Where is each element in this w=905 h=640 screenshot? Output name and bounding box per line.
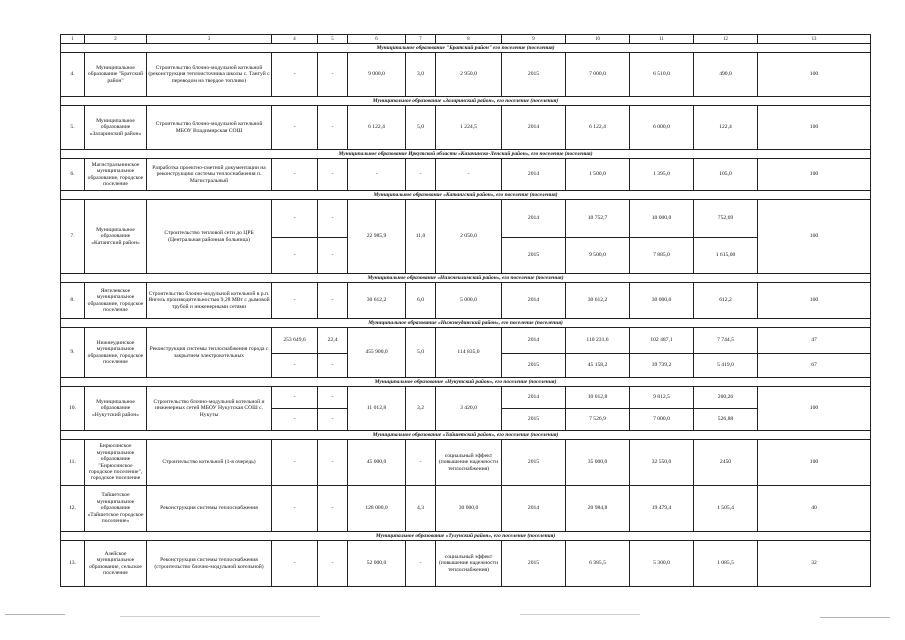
year-cell: 2014 xyxy=(502,387,566,409)
column-number: 8 xyxy=(436,35,502,44)
effect-cell: 100 xyxy=(758,440,871,486)
value-cell: 30 612,2 xyxy=(566,283,630,319)
capacity-cell: 3,2 xyxy=(406,387,436,431)
row-number: 8. xyxy=(61,283,85,319)
total-cost-cell: 22 985,9 xyxy=(348,200,406,274)
cell: - xyxy=(318,354,348,378)
column-number-row xyxy=(61,35,871,44)
value-cell: 6 385,5 xyxy=(566,541,630,587)
cell: - xyxy=(318,486,348,532)
section-header xyxy=(61,431,871,440)
capacity-cell: - xyxy=(406,541,436,587)
cost-cell: социальный эффект (повышение надежности теплоснабжения) xyxy=(436,541,502,587)
municipality-cell: Муниципальное образование «Нукутский район» xyxy=(85,387,147,431)
value-cell: 35 000,0 xyxy=(566,440,630,486)
column-number: 9 xyxy=(502,35,566,44)
value-cell: 10 000,0 xyxy=(630,200,694,238)
section-header xyxy=(61,319,871,328)
value-cell: 6 510,0 xyxy=(630,53,694,97)
row-number: 11. xyxy=(61,440,85,486)
cell: - xyxy=(318,53,348,97)
column-number: 13 xyxy=(758,35,871,44)
value-cell: 110 231,6 xyxy=(566,328,630,354)
cost-cell: социальный эффект (повышение надежности теплоснабжения) xyxy=(436,440,502,486)
year-cell: 2014 xyxy=(502,328,566,354)
effect-cell: 100 xyxy=(758,283,871,319)
cost-cell: 5 000,0 xyxy=(436,283,502,319)
section-header xyxy=(61,378,871,387)
effect-cell: 67 xyxy=(758,354,871,378)
row-number: 4. xyxy=(61,53,85,97)
capacity-cell: 4,3 xyxy=(406,486,436,532)
cell: - xyxy=(318,283,348,319)
cell: - xyxy=(272,283,318,319)
column-number: 5 xyxy=(318,35,348,44)
row-number: 7. xyxy=(61,200,85,274)
value-cell: 752,69 xyxy=(694,200,758,238)
cost-cell: 2 950,0 xyxy=(436,53,502,97)
value-cell: 102 487,1 xyxy=(630,328,694,354)
cell: - xyxy=(272,106,318,150)
cost-cell: 1 224,5 xyxy=(436,106,502,150)
value-cell: 9 500,0 xyxy=(566,238,630,274)
object-cell: Строительство котельной (1-я очередь) xyxy=(147,440,272,486)
cell: - xyxy=(318,409,348,431)
effect-cell: 100 xyxy=(758,53,871,97)
object-cell: Реконструкция системы теплоснабжения города с закрытием электрокотельных xyxy=(147,328,272,378)
column-number: 6 xyxy=(348,35,406,44)
column-number: 11 xyxy=(630,35,694,44)
section-header xyxy=(61,274,871,283)
cost-cell: 2 050,0 xyxy=(436,200,502,274)
object-cell: Строительство тепловой сети до ЦРБ (Центральная районная больница) xyxy=(147,200,272,274)
cell: - xyxy=(272,387,318,409)
municipality-cell: Тайшетское муниципальное образование «Тайшетское городское поселение» xyxy=(85,486,147,532)
cell: - xyxy=(272,541,318,587)
cost-cell: 114 835,0 xyxy=(436,328,502,378)
year-cell: 2015 xyxy=(502,238,566,274)
section-title: Муниципальное образование «Тайшетский район», его поселение (поселения) xyxy=(61,431,871,440)
capacity-cell: 3,0 xyxy=(406,53,436,97)
value-cell: 2450 xyxy=(694,440,758,486)
value-cell: 490,0 xyxy=(694,53,758,97)
value-cell: 7 000,0 xyxy=(566,53,630,97)
cell: - xyxy=(272,200,318,238)
value-cell: 19 479,4 xyxy=(630,486,694,532)
table-row xyxy=(61,106,871,150)
section-header xyxy=(61,97,871,106)
municipality-cell: Муниципальное образование «Катангский район» xyxy=(85,200,147,274)
value-cell: 122,4 xyxy=(694,106,758,150)
section-header xyxy=(61,150,871,159)
total-cost-cell: - xyxy=(348,159,406,191)
total-cost-cell: 52 000,0 xyxy=(348,541,406,587)
column-number: 2 xyxy=(85,35,147,44)
object-cell: Строительство блочно-модульной котельной МБОУ Владимирская СОШ xyxy=(147,106,272,150)
scan-artifact xyxy=(120,616,320,617)
cell: - xyxy=(272,53,318,97)
total-cost-cell: 455 900,0 xyxy=(348,328,406,378)
municipality-cell: Муниципальное образование «Заларинский район» xyxy=(85,106,147,150)
object-cell: Строительство блочно-модульной котельной и инженерных сетей МБОУ Нукутская СОШ с. Нукуты xyxy=(147,387,272,431)
value-cell: 10 752,7 xyxy=(566,200,630,238)
object-cell: Реконструкция системы теплоснабжения xyxy=(147,486,272,532)
value-cell: 1 615,00 xyxy=(694,238,758,274)
section-header xyxy=(61,44,871,53)
value-cell: 7 885,0 xyxy=(630,238,694,274)
row-number: 6. xyxy=(61,159,85,191)
scan-artifact xyxy=(820,617,890,618)
total-cost-cell: 128 000,0 xyxy=(348,486,406,532)
table-row xyxy=(61,328,871,354)
value-cell: 30 000,0 xyxy=(630,283,694,319)
capacity-cell: 6,0 xyxy=(406,283,436,319)
cell: 22,4 xyxy=(318,328,348,354)
value-cell: 6 122,4 xyxy=(566,106,630,150)
effect-cell: 47 xyxy=(758,328,871,354)
year-cell: 2014 xyxy=(502,486,566,532)
cell: - xyxy=(272,409,318,431)
effect-cell: 100 xyxy=(758,106,871,150)
section-title: Муниципальное образование «Тулунский район», его поселение (поселения) xyxy=(61,532,871,541)
effect-cell: 40 xyxy=(758,486,871,532)
cell: - xyxy=(318,238,348,274)
year-cell: 2015 xyxy=(502,440,566,486)
section-header xyxy=(61,191,871,200)
capacity-cell: 11,0 xyxy=(406,200,436,274)
value-cell: 1 500,0 xyxy=(566,159,630,191)
cost-cell: 3 420,0 xyxy=(436,387,502,431)
cell: - xyxy=(318,387,348,409)
cost-cell: 30 000,0 xyxy=(436,486,502,532)
value-cell: 7 744,5 xyxy=(694,328,758,354)
row-number: 13. xyxy=(61,541,85,587)
value-cell: 526,88 xyxy=(694,409,758,431)
column-number: 10 xyxy=(566,35,630,44)
cell: - xyxy=(318,200,348,238)
cell: - xyxy=(272,440,318,486)
year-cell: 2014 xyxy=(502,283,566,319)
table-row xyxy=(61,200,871,238)
total-cost-cell: 6 122,4 xyxy=(348,106,406,150)
table-row xyxy=(61,440,871,486)
object-cell: Строительство блочно-модульной котельной в р.п. Янгель производительностью 9,28 МВт с дымовой трубой и инженерными сетями xyxy=(147,283,272,319)
row-number: 5. xyxy=(61,106,85,150)
value-cell: 1 085,5 xyxy=(694,541,758,587)
total-cost-cell: 11 012,8 xyxy=(348,387,406,431)
table-row xyxy=(61,541,871,587)
investment-table xyxy=(60,34,871,587)
column-number: 7 xyxy=(406,35,436,44)
cell: 253 649,6 xyxy=(272,328,318,354)
table-row xyxy=(61,53,871,97)
value-cell: 200,26 xyxy=(694,387,758,409)
effect-cell: 100 xyxy=(758,200,871,274)
capacity-cell: 5,0 xyxy=(406,106,436,150)
cell: - xyxy=(272,486,318,532)
capacity-cell: 5,0 xyxy=(406,328,436,378)
cell: - xyxy=(272,354,318,378)
cell: - xyxy=(318,440,348,486)
column-number: 4 xyxy=(272,35,318,44)
value-cell: 1 505,4 xyxy=(694,486,758,532)
section-title: Муниципальное образование «Заларинский район», его поселение (поселения) xyxy=(61,97,871,106)
cell: - xyxy=(272,238,318,274)
municipality-cell: Бирюсинское муниципальное образование "Бирюсинское городское поселение", городское поселение xyxy=(85,440,147,486)
total-cost-cell: 9 000,0 xyxy=(348,53,406,97)
year-cell: 2015 xyxy=(502,409,566,431)
value-cell: 612,2 xyxy=(694,283,758,319)
municipality-cell: Азейское муниципальное образование, сельское поселение xyxy=(85,541,147,587)
cell: - xyxy=(272,159,318,191)
cell: - xyxy=(318,159,348,191)
effect-cell: 32 xyxy=(758,541,871,587)
value-cell: 10 012,8 xyxy=(566,387,630,409)
municipality-cell: Нижнеудинское муниципальное образование, городское поселение xyxy=(85,328,147,378)
municipality-cell: Магистральнинское муниципальное образование, городское поселение xyxy=(85,159,147,191)
document-sheet xyxy=(60,34,870,587)
value-cell: 7 000,0 xyxy=(630,409,694,431)
value-cell: 5 300,0 xyxy=(630,541,694,587)
year-cell: 2014 xyxy=(502,200,566,238)
row-number: 9. xyxy=(61,328,85,378)
year-cell: 2014 xyxy=(502,106,566,150)
value-cell: 45 158,2 xyxy=(566,354,630,378)
section-title: Муниципальное образование «Катангский район», его поселение (поселения) xyxy=(61,191,871,200)
section-title: Муниципальное образование Иркутской области «Казачинско-Ленский район», его поселение (поселения) xyxy=(61,150,871,159)
value-cell: 6 000,0 xyxy=(630,106,694,150)
row-number: 10. xyxy=(61,387,85,431)
capacity-cell: - xyxy=(406,440,436,486)
municipality-cell: Янгелевское муниципальное образование, городское поселение xyxy=(85,283,147,319)
section-title: Муниципальное образование «Нижнеудинский район», его поселение (поселения) xyxy=(61,319,871,328)
column-number: 12 xyxy=(694,35,758,44)
column-number: 3 xyxy=(147,35,272,44)
value-cell: 5 419,0 xyxy=(694,354,758,378)
value-cell: 1 395,0 xyxy=(630,159,694,191)
cell: - xyxy=(318,106,348,150)
value-cell: 39 739,2 xyxy=(630,354,694,378)
effect-cell: 100 xyxy=(758,387,871,431)
table-row xyxy=(61,387,871,409)
cost-cell: - xyxy=(436,159,502,191)
year-cell: 2015 xyxy=(502,53,566,97)
table-row xyxy=(61,283,871,319)
scan-artifact xyxy=(5,614,65,615)
total-cost-cell: 30 612,2 xyxy=(348,283,406,319)
section-title: Муниципальное образование «Нижнеилимский район», его поселение (поселения) xyxy=(61,274,871,283)
column-number: 1 xyxy=(61,35,85,44)
row-number: 12. xyxy=(61,486,85,532)
section-header xyxy=(61,532,871,541)
object-cell: Строительство блочно-модульной котельной (реконструкция теплоисточника школы с. Тангуй с переводом на твердое топливо) xyxy=(147,53,272,97)
object-cell: Реконструкция системы теплоснабжения (строительство блочно-модульной котельной) xyxy=(147,541,272,587)
table-row xyxy=(61,486,871,532)
value-cell: 9 812,5 xyxy=(630,387,694,409)
year-cell: 2015 xyxy=(502,541,566,587)
value-cell: 105,0 xyxy=(694,159,758,191)
object-cell: Разработка проектно-сметной документации на реконструкцию системы теплоснабжения п. Магистральный xyxy=(147,159,272,191)
value-cell: 7 526,9 xyxy=(566,409,630,431)
section-title: Муниципальное образование "Братский район" его поселение (поселения) xyxy=(61,44,871,53)
table-row xyxy=(61,159,871,191)
effect-cell: 100 xyxy=(758,159,871,191)
value-cell: 32 550,0 xyxy=(630,440,694,486)
cell: - xyxy=(318,541,348,587)
scan-artifact xyxy=(520,614,640,615)
capacity-cell: - xyxy=(406,159,436,191)
municipality-cell: Муниципальное образование "Братский район" xyxy=(85,53,147,97)
year-cell: 2014 xyxy=(502,159,566,191)
total-cost-cell: 45 000,0 xyxy=(348,440,406,486)
year-cell: 2015 xyxy=(502,354,566,378)
section-title: Муниципальное образование «Нукутский район», его поселение (поселения) xyxy=(61,378,871,387)
value-cell: 20 984,8 xyxy=(566,486,630,532)
